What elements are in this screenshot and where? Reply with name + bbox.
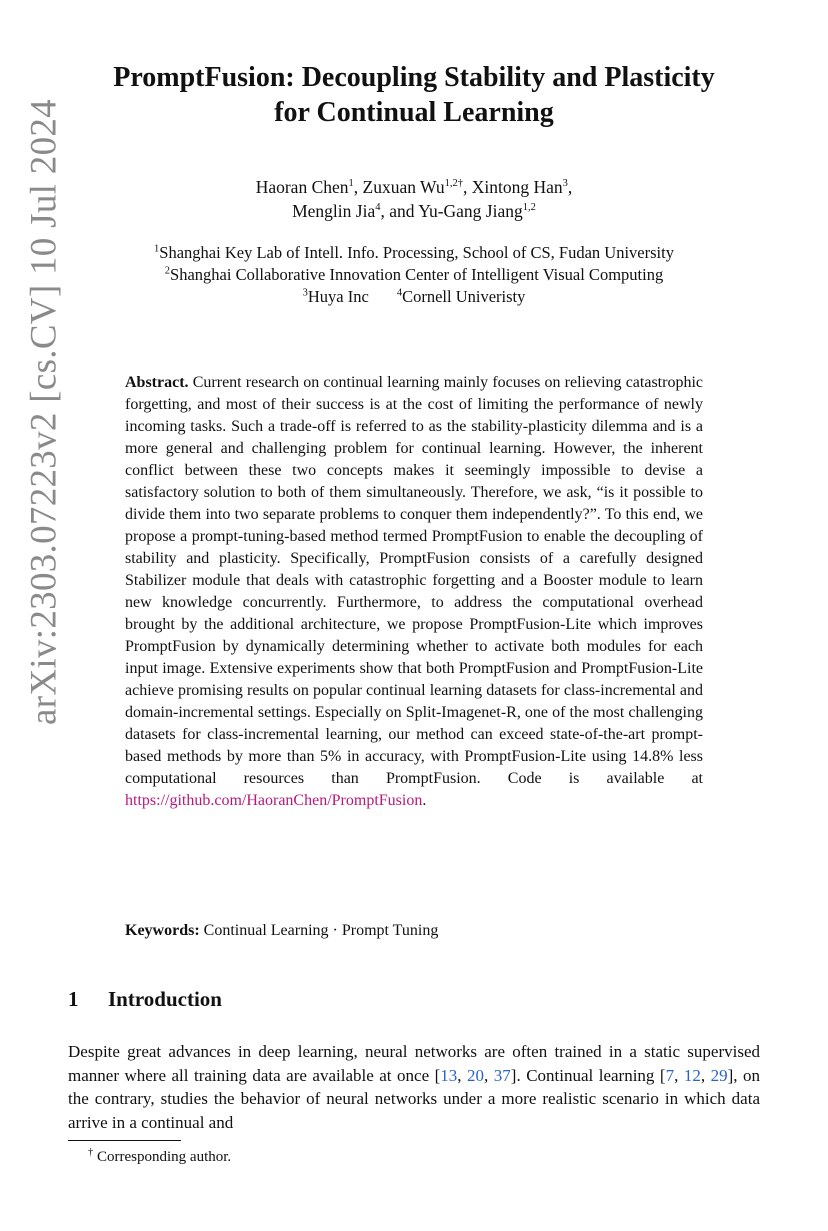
author-affil-mark: 3 xyxy=(562,178,568,190)
author-affil-mark: 1,2† xyxy=(444,178,463,190)
author-name: Haoran Chen xyxy=(255,177,349,197)
author-name: Xintong Han xyxy=(471,177,563,197)
abstract: Abstract. Current research on continual learning mainly focuses on relieving catastrophic forgetting, and most of their success is at the cost of limiting the performance of newly incoming tasks. Such a trade-off is referred to as the stability-plasticity dilemma and is a more general and challenging problem for continual learning. However, the inherent conflict between these two concepts makes it seemingly impossible to devise a satisfactory solution to both of them simultaneously. Therefore, we ask, “is it possible to divide them into two separate problems to conquer them independently?”. To this end, we propose a prompt-tuning-based method termed PromptFusion to enable the decoupling of stability and plasticity. Specifically, PromptFusion consists of a carefully designed Stabilizer module that deals with catastrophic forgetting and a Booster module to learn new knowledge concurrently. Furthermore, to address the computational overhead brought by the additional architecture, we propose PromptFusion-Lite which improves PromptFusion by dynamically determining whether to activate both modules for each input image. Extensive experiments show that both PromptFusion and PromptFusion-Lite achieve promising results on popular continual learning datasets for class-incremental and domain-incremental settings. Especially on Split-Imagenet-R, one of the most challenging datasets for class-incremental learning, our method can exceed state-of-the-art prompt-based methods by more than 5% in accuracy, with PromptFusion-Lite using 14.8% less computational resources than PromptFusion. Code is available at https://github.com/HaoranChen/PromptFusion. xyxy=(125,374,704,809)
author-affil-mark: 1 xyxy=(348,178,354,190)
title-line-1: PromptFusion: Decoupling Stability and Plasticity xyxy=(113,62,715,93)
author-affil-mark: 4 xyxy=(375,202,381,214)
author-name: Menglin Jia xyxy=(292,201,376,221)
paper-title xyxy=(60,60,768,130)
footnote xyxy=(88,1147,231,1167)
arxiv-watermark: arXiv:2303.07223v2 [cs.CV] 10 Jul 2024 xyxy=(23,99,65,725)
footnote-rule xyxy=(68,1140,181,1141)
author-affil-mark: 1,2 xyxy=(522,202,536,214)
keywords xyxy=(125,920,703,942)
affiliation: $^3$Huya Inc $^4$Cornell Univeristy xyxy=(302,287,526,306)
affiliation-list xyxy=(0,242,828,308)
footnote-text: Corresponding author. xyxy=(97,1149,232,1165)
code-link[interactable]: https://github.com/HaoranChen/PromptFusion xyxy=(125,792,423,809)
keywords-text: Continual Learning · Prompt Tuning xyxy=(203,922,439,939)
section-heading xyxy=(68,985,222,1013)
abstract-label: Abstract. xyxy=(125,374,189,391)
citation[interactable]: 13 xyxy=(440,1065,458,1085)
footnote-mark: † xyxy=(88,1147,94,1158)
affiliation: $^1$Shanghai Key Lab of Intell. Info. Processing, School of CS, Fudan University xyxy=(154,243,674,262)
author-conjunction: and xyxy=(389,201,415,221)
title-line-2: for Continual Learning xyxy=(274,97,554,128)
citation[interactable]: 20 xyxy=(467,1065,485,1085)
author-list: Haoran Chen$^1$, Zuxuan $Wu^{1,2\dagger}$, Xintong Han$^3$, Menglin Jia$^4$, and Yu-Gang Jiang$^{1,2}$ xyxy=(255,177,573,221)
author-name: Yu-Gang Jiang xyxy=(418,201,523,221)
citation[interactable]: 7 xyxy=(665,1065,675,1085)
section-title: Introduction xyxy=(108,987,222,1011)
affiliation: $^2$Shanghai Collaborative Innovation Center of Intelligent Visual Computing xyxy=(164,265,664,284)
author-name: Zuxuan Wu xyxy=(362,177,445,197)
abstract-text: Current research on continual learning mainly focuses on relieving catastrophic forgetting, and most of their success is at the cost of limiting the performance of newly incoming tasks. Such a trade-off is referred to as the stability-plasticity dilemma and is a more general and challenging problem for continual learning. However, the inherent conflict between these two concepts makes it seemingly impossible to devise a satisfactory solution to both of them simultaneously. Therefore, we ask, “is it possible to divide them into two separate problems to conquer them independently?”. To this end, we propose a prompt-tuning-based method termed PromptFusion to enable the decoupling of stability and plasticity. Specifically, PromptFusion consists of a carefully designed Stabilizer module that deals with catastrophic forgetting and a Booster module to learn new knowledge concurrently. Furthermore, to address the computational overhead brought by the additional architecture, we propose PromptFusion-Lite which improves PromptFusion by dynamically determining whether to activate both modules for each input image. Extensive experiments show that both PromptFusion and PromptFusion-Lite achieve promising results on popular continual learning datasets for class-incremental and domain-incremental settings. Especially on Split-Imagenet-R, one of the most challenging datasets for class-incremental learning, our method can exceed state-of-the-art prompt-based methods by more than 5% in accuracy, with PromptFusion-Lite using 14.8% less computational resources than PromptFusion. Code is available at xyxy=(125,374,704,787)
citation[interactable]: 29 xyxy=(710,1065,728,1085)
intro-paragraph: Despite great advances in deep learning, neural networks are often trained in a static supervised manner where all training data are available at once [13, 20, 37]. Continual learning [7, 12, 29], on the contrary, studies the behavior of neural networks under a more realistic scenario in which data arrive in a continual and xyxy=(68,1042,761,1132)
keywords-label: Keywords: xyxy=(125,922,200,939)
section-number: 1 xyxy=(68,987,79,1011)
citation[interactable]: 37 xyxy=(493,1065,511,1085)
citation[interactable]: 12 xyxy=(683,1065,701,1085)
